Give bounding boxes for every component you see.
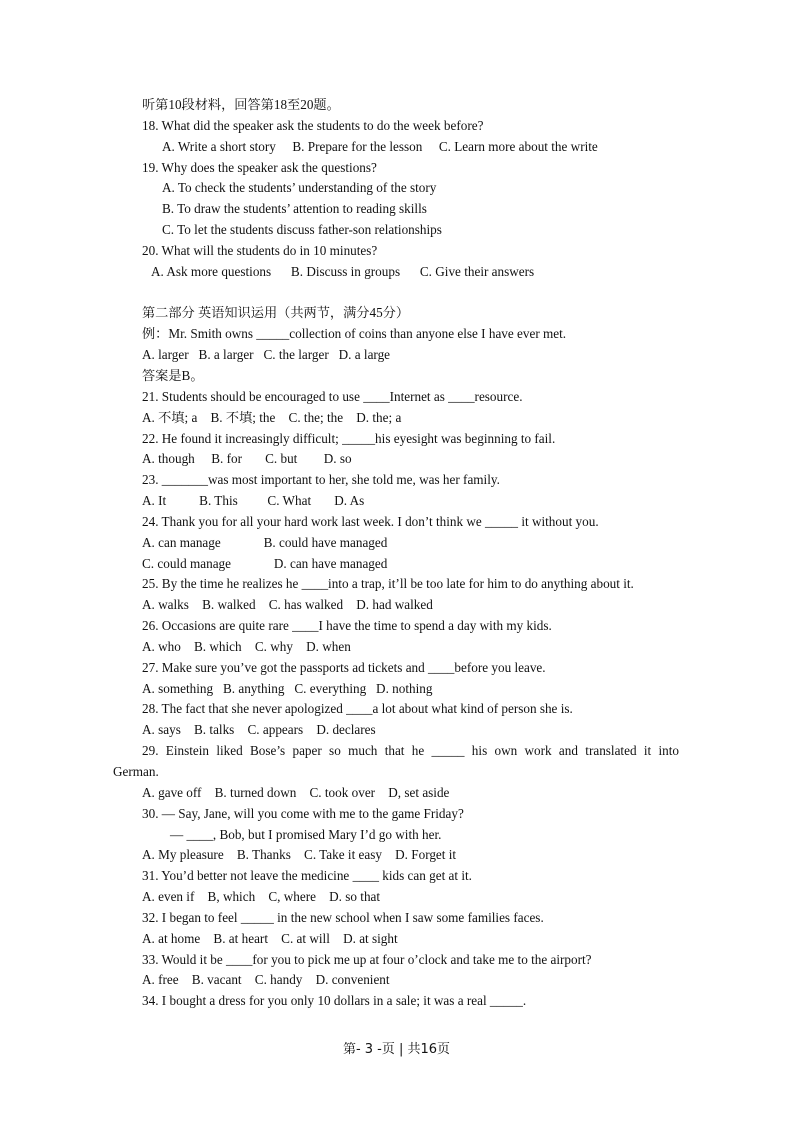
part-two-heading: 第二部分 英语知识运用（共两节，满分45分） <box>142 305 410 321</box>
question-30-reply: — ____, Bob, but I promised Mary I’d go with her. <box>170 826 442 842</box>
question-21: 21. Students should be encouraged to use ____Internet as ____resource. <box>142 388 523 404</box>
question-33: 33. Would it be ____for you to pick me up at four o’clock and take me to the airport? <box>142 951 592 967</box>
options-23: A. It B. This C. What D. As <box>142 493 365 509</box>
question-34: 34. I bought a dress for you only 10 dollars in a sale; it was a real _____. <box>142 993 527 1009</box>
options-33: A. free B. vacant C. handy D. convenient <box>142 972 390 988</box>
example-answer: 答案是B。 <box>142 367 204 383</box>
section-heading: 听第10段材料，回答第18至20题。 <box>142 97 340 112</box>
options-24-cd: C. could manage D. can have managed <box>142 555 388 571</box>
question-29: 29. Einstein liked Bose’s paper so much that he _____ his own work and translated it into <box>142 743 679 759</box>
question-19: 19. Why does the speaker ask the questions? <box>142 159 377 175</box>
options-26: A. who B. which C. why D. when <box>142 638 351 654</box>
question-30: 30. — Say, Jane, will you come with me to the game Friday? <box>142 805 464 821</box>
options-25: A. walks B. walked C. has walked D. had walked <box>142 597 433 613</box>
options-21: A. 不填; a B. 不填; the C. the; the D. the; a <box>142 409 402 425</box>
question-23: 23. _______was most important to her, she told me, was her family. <box>142 472 500 488</box>
question-31: 31. You’d better not leave the medicine ____ kids can get at it. <box>142 868 472 884</box>
question-22: 22. He found it increasingly difficult; _____his eyesight was beginning to fail. <box>142 430 556 446</box>
options-18: A. Write a short story B. Prepare for the lesson C. Learn more about the write <box>162 138 598 154</box>
question-28: 28. The fact that she never apologized ____a lot about what kind of person she is. <box>142 701 573 717</box>
question-20: 20. What will the students do in 10 minutes? <box>142 242 378 258</box>
options-31: A. even if B, which C, where D. so that <box>142 889 381 905</box>
options-27: A. something B. anything C. everything D. nothing <box>142 680 433 696</box>
option-19c: C. To let the students discuss father-son relationships <box>162 222 442 238</box>
example-options: A. larger B. a larger C. the larger D. a large <box>142 347 391 363</box>
options-29: A. gave off B. turned down C. took over D, set aside <box>142 784 450 800</box>
example-question: 例：Mr. Smith owns _____collection of coins than anyone else I have ever met. <box>142 326 567 342</box>
question-27: 27. Make sure you’ve got the passports ad tickets and ____before you leave. <box>142 659 546 675</box>
question-18: 18. What did the speaker ask the students to do the week before? <box>142 117 484 133</box>
option-19b: B. To draw the students’ attention to reading skills <box>162 201 427 217</box>
options-22: A. though B. for C. but D. so <box>142 451 352 467</box>
page-footer: 第- 3 -页 | 共16页 <box>342 1042 451 1057</box>
question-26: 26. Occasions are quite rare ____I have the time to spend a day with my kids. <box>142 618 552 634</box>
options-32: A. at home B. at heart C. at will D. at sight <box>142 930 398 946</box>
question-25: 25. By the time he realizes he ____into a trap, it’ll be too late for him to do anything about it. <box>142 576 634 592</box>
question-24: 24. Thank you for all your hard work last week. I don’t think we _____ it without you. <box>142 513 599 529</box>
options-24-ab: A. can manage B. could have managed <box>142 534 388 550</box>
options-20: A. Ask more questions B. Discuss in groups C. Give their answers <box>151 263 535 279</box>
options-28: A. says B. talks C. appears D. declares <box>142 722 376 738</box>
question-29-continued: German. <box>113 764 159 779</box>
options-30: A. My pleasure B. Thanks C. Take it easy D. Forget it <box>142 847 457 863</box>
question-32: 32. I began to feel _____ in the new school when I saw some families faces. <box>142 909 544 925</box>
option-19a: A. To check the students’ understanding of the story <box>162 180 437 196</box>
document-page <box>0 95 793 1012</box>
